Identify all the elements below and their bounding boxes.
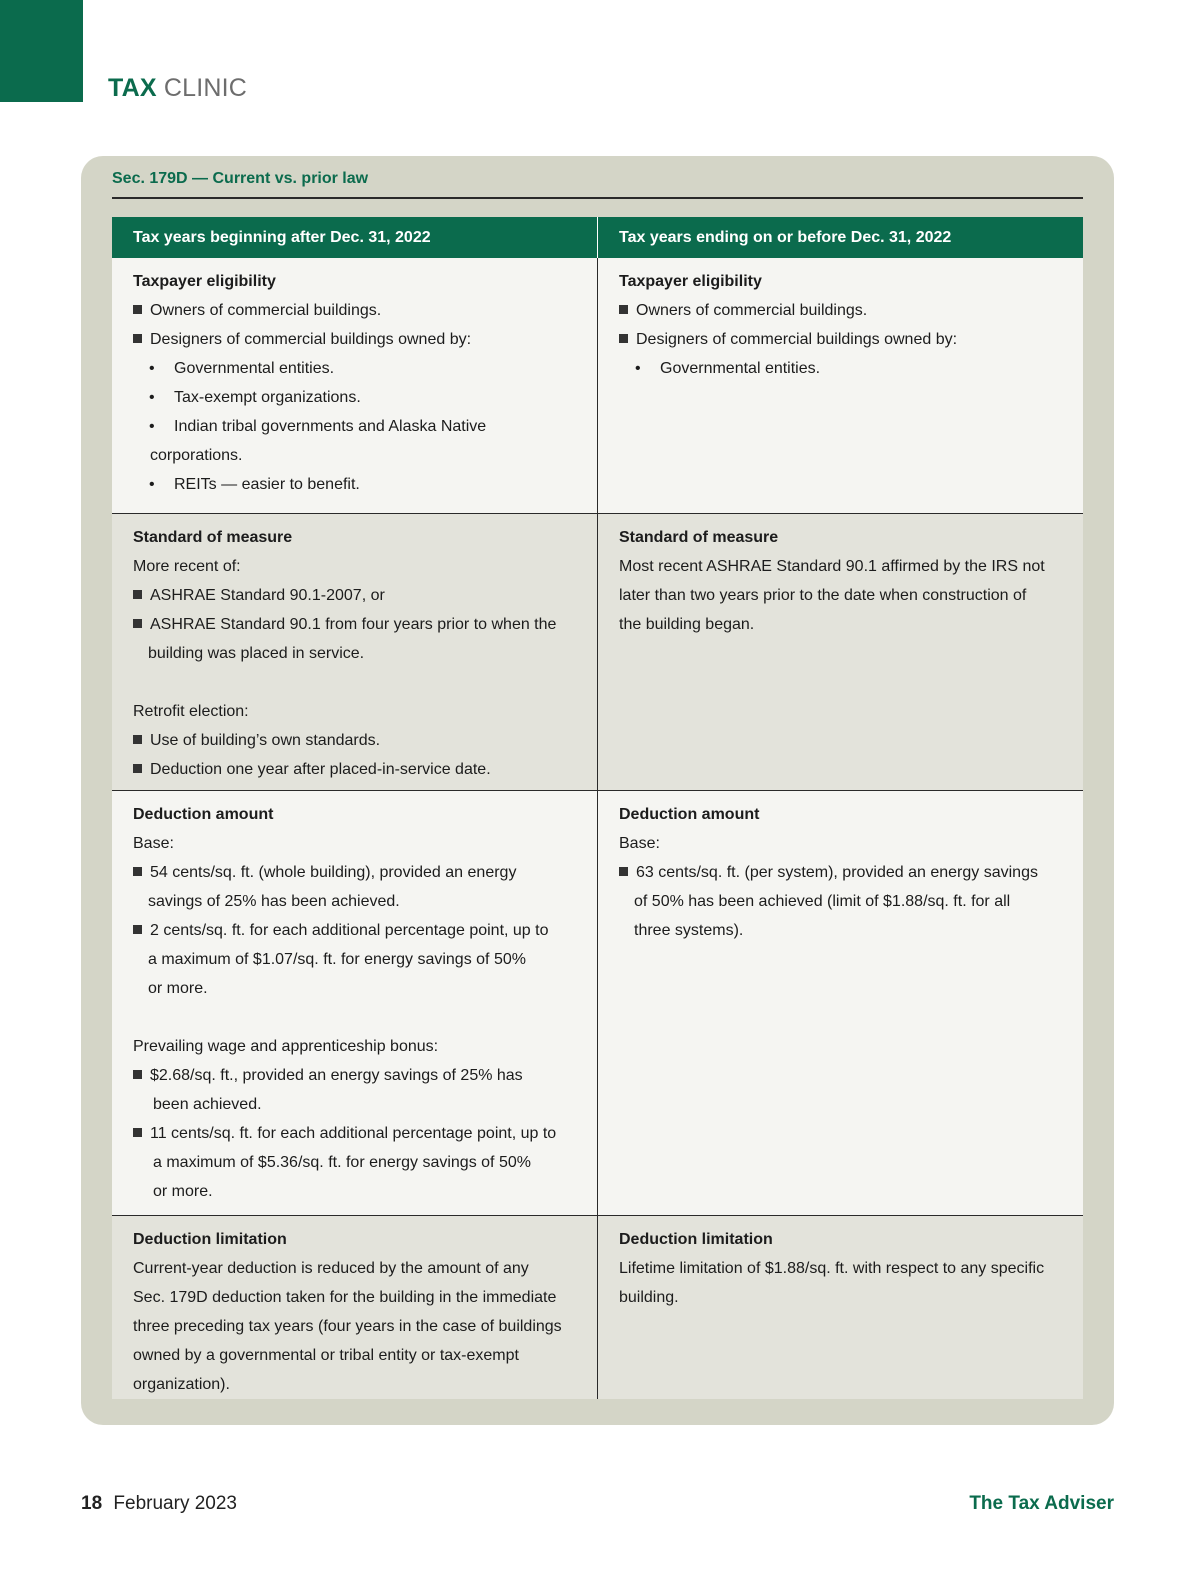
list-item-continued: building was placed in service. bbox=[148, 644, 365, 662]
dot-bullet-icon: • bbox=[149, 389, 155, 406]
list-item-continued: or more. bbox=[148, 979, 208, 997]
list-item: Owners of commercial buildings. bbox=[133, 296, 583, 325]
cell-heading: Deduction limitation bbox=[133, 1230, 287, 1248]
list-item-continued: a maximum of $1.07/sq. ft. for energy savings of 50% bbox=[148, 950, 526, 968]
cell-heading: Standard of measure bbox=[619, 528, 779, 546]
row-eligibility bbox=[112, 258, 1083, 513]
cell-limitation-prior bbox=[598, 1215, 1084, 1399]
dot-bullet-icon: • bbox=[149, 360, 155, 377]
cell-heading: Taxpayer eligibility bbox=[133, 273, 276, 290]
square-bullet-icon bbox=[133, 735, 142, 744]
text-line: three preceding tax years (four years in the case of buildings bbox=[133, 1317, 562, 1335]
text-line: More recent of: bbox=[133, 557, 241, 575]
text-line: the building began. bbox=[619, 615, 755, 633]
cell-heading: Deduction amount bbox=[133, 805, 274, 823]
square-bullet-icon bbox=[133, 1070, 142, 1079]
caption-divider bbox=[112, 197, 1083, 199]
cell-heading: Deduction amount bbox=[619, 805, 760, 823]
sub-list-item: • Tax-exempt organizations. bbox=[133, 383, 583, 412]
list-item: 2 cents/sq. ft. for each additional percentage point, up to bbox=[133, 916, 583, 945]
text-line: Most recent ASHRAE Standard 90.1 affirmed by the IRS not bbox=[619, 557, 1045, 575]
square-bullet-icon bbox=[619, 334, 628, 343]
section-title-bold: TAX bbox=[108, 74, 157, 102]
section-title bbox=[108, 74, 247, 103]
list-item: 54 cents/sq. ft. (whole building), provided an energy bbox=[133, 858, 583, 887]
list-item-continued: or more. bbox=[153, 1182, 213, 1200]
text-line: Prevailing wage and apprenticeship bonus: bbox=[133, 1037, 439, 1055]
cell-eligibility-prior bbox=[598, 258, 1084, 513]
cell-deduction-prior bbox=[598, 790, 1084, 1215]
sub-list-item-continued: corporations. bbox=[150, 447, 243, 464]
square-bullet-icon bbox=[133, 334, 142, 343]
column-header-current: Tax years beginning after Dec. 31, 2022 bbox=[112, 217, 598, 258]
text-line: Current-year deduction is reduced by the amount of any bbox=[133, 1259, 529, 1277]
comparison-table bbox=[112, 217, 1083, 1399]
list-item: Use of building’s own standards. bbox=[133, 726, 583, 755]
cell-eligibility-current bbox=[112, 258, 598, 513]
publication-name: The Tax Adviser bbox=[969, 1493, 1114, 1514]
row-deduction bbox=[112, 790, 1083, 1215]
square-bullet-icon bbox=[133, 925, 142, 934]
list-item: Designers of commercial buildings owned by: bbox=[133, 325, 583, 354]
dot-bullet-icon: • bbox=[149, 418, 155, 435]
list-item: 63 cents/sq. ft. (per system), provided an energy savings bbox=[619, 858, 1069, 887]
square-bullet-icon bbox=[619, 305, 628, 314]
square-bullet-icon bbox=[133, 619, 142, 628]
dot-bullet-icon: • bbox=[149, 476, 155, 493]
text-line: later than two years prior to the date when construction of bbox=[619, 586, 1027, 604]
list-item-continued: of 50% has been achieved (limit of $1.88/sq. ft. for all bbox=[634, 892, 1011, 910]
square-bullet-icon bbox=[133, 590, 142, 599]
header-color-block bbox=[0, 0, 83, 102]
list-item-continued: savings of 25% has been achieved. bbox=[148, 892, 400, 910]
square-bullet-icon bbox=[133, 764, 142, 773]
row-limitation bbox=[112, 1215, 1083, 1399]
issue-date: February 2023 bbox=[113, 1493, 237, 1514]
cell-standard-prior bbox=[598, 513, 1084, 790]
sub-list-item: • REITs — easier to benefit. bbox=[133, 470, 583, 499]
cell-limitation-current bbox=[112, 1215, 598, 1399]
list-item: ASHRAE Standard 90.1 from four years prior to when the bbox=[133, 610, 583, 639]
table-header-row bbox=[112, 217, 1083, 258]
square-bullet-icon bbox=[133, 1128, 142, 1137]
list-item-continued: three systems). bbox=[634, 921, 744, 939]
sub-list-item: • Governmental entities. bbox=[133, 354, 583, 383]
list-item: $2.68/sq. ft., provided an energy savings of 25% has bbox=[133, 1061, 583, 1090]
page-number: 18 bbox=[81, 1493, 103, 1514]
text-line: owned by a governmental or tribal entity or tax-exempt bbox=[133, 1346, 519, 1364]
list-item: Designers of commercial buildings owned by: bbox=[619, 325, 1069, 354]
page-footer-left bbox=[81, 1493, 237, 1515]
cell-heading: Taxpayer eligibility bbox=[619, 273, 762, 290]
text-line: organization). bbox=[133, 1375, 230, 1393]
sub-list-item: • Indian tribal governments and Alaska Native bbox=[133, 412, 583, 441]
text-line: Base: bbox=[133, 834, 174, 852]
square-bullet-icon bbox=[619, 867, 628, 876]
sub-list-item: • Governmental entities. bbox=[619, 354, 1069, 383]
section-title-light: CLINIC bbox=[163, 74, 248, 102]
comparison-panel bbox=[81, 156, 1114, 1425]
text-line: Base: bbox=[619, 834, 660, 852]
square-bullet-icon bbox=[133, 867, 142, 876]
text-line: Lifetime limitation of $1.88/sq. ft. with respect to any specific bbox=[619, 1259, 1045, 1277]
list-item: Deduction one year after placed-in-service date. bbox=[133, 755, 583, 784]
list-item-continued: been achieved. bbox=[153, 1095, 262, 1113]
panel-caption: Sec. 179D — Current vs. prior law bbox=[112, 170, 369, 187]
square-bullet-icon bbox=[133, 305, 142, 314]
column-header-prior: Tax years ending on or before Dec. 31, 2022 bbox=[598, 217, 1084, 258]
row-standard bbox=[112, 513, 1083, 790]
cell-heading: Deduction limitation bbox=[619, 1230, 773, 1248]
text-line: Retrofit election: bbox=[133, 702, 249, 720]
list-item: Owners of commercial buildings. bbox=[619, 296, 1069, 325]
cell-standard-current bbox=[112, 513, 598, 790]
text-line: building. bbox=[619, 1288, 679, 1306]
list-item: 11 cents/sq. ft. for each additional percentage point, up to bbox=[133, 1119, 583, 1148]
cell-heading: Standard of measure bbox=[133, 528, 293, 546]
dot-bullet-icon: • bbox=[635, 360, 641, 377]
list-item: ASHRAE Standard 90.1-2007, or bbox=[133, 581, 583, 610]
list-item-continued: a maximum of $5.36/sq. ft. for energy savings of 50% bbox=[153, 1153, 531, 1171]
text-line: Sec. 179D deduction taken for the building in the immediate bbox=[133, 1288, 557, 1306]
cell-deduction-current bbox=[112, 790, 598, 1215]
